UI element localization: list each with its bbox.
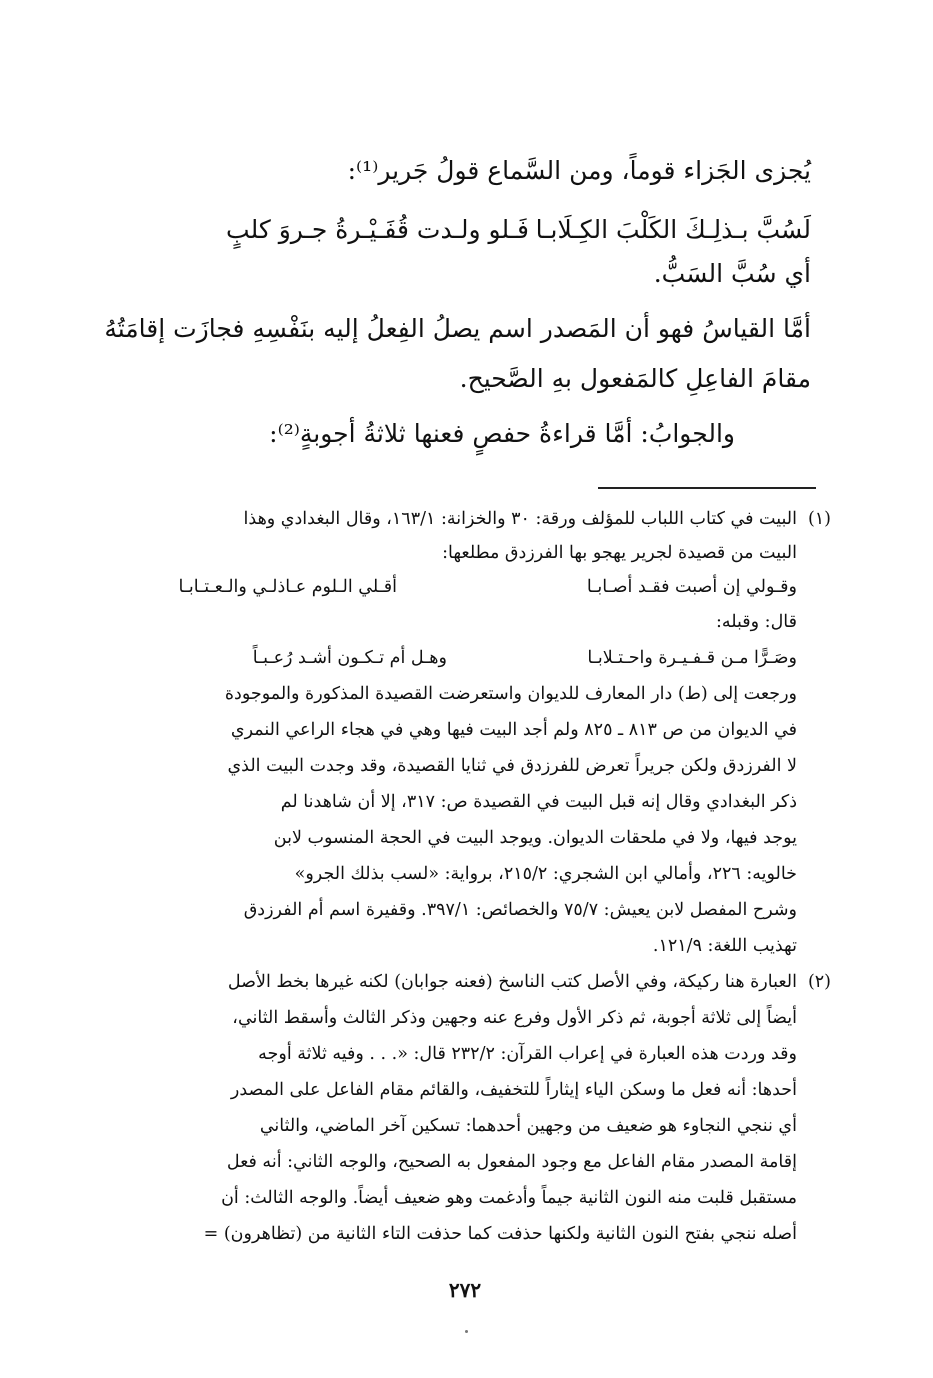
- body-line-3: أمَّا القياسُ فهو أن المَصدر اسم يصلُ الفِعلُ إليه بنَفْسِهِ فجازَت إقامَتُهُ: [104, 314, 811, 343]
- footnote-1-line-9: خالويه: ٢٢٦، وأمالي ابن الشجري: ٢١٥/٢، برواية: «لسب بذلك الجرو»: [294, 864, 797, 884]
- body-line-4: مقامَ الفاعِلِ كالمَفعول بهِ الصَّحيح.: [459, 364, 811, 393]
- body-line-2: أي سُبَّ السَبُّ.: [653, 259, 811, 288]
- footnote-1-line-7: ذكر البغدادي وقال إنه قبل البيت في القصيدة ص: ٣١٧، إلا أن شاهدنا لم: [280, 792, 797, 812]
- footnote-1-line-4: ورجعت إلى (ط) دار المعارف للديوان واستعرضت القصيدة المذكورة والموجودة: [224, 684, 797, 704]
- body-line-5: والجوابُ: أمَّا قراءةُ حفصٍ فعنها ثلاثةُ أجوبةٍ⁽²⁾:: [269, 419, 735, 448]
- footnote-2-line-3: وقد وردت هذه العبارة في إعراب القرآن: ٢٣٢/٢ قال: «. . . وفيه ثلاثة أوجه: [258, 1044, 797, 1064]
- verse-1-first-hemistich: فَـلو ولـدت قُفَـيْـرةُ جـروَ كلبٍ: [226, 215, 529, 244]
- footnote-2-line-7: مستقبل قلبت منه النون الثانية جيماً وأدغمت وهو ضعيف أيضاً. والوجه الثالث: أن: [221, 1188, 797, 1208]
- footnote-1-marker: (١): [807, 509, 831, 529]
- footnote-1-verse-1-b: وقـولي إن أصبت فقـد أصـابـا: [586, 577, 797, 597]
- footnote-2-line-2: أيضاً إلى ثلاثة أجوبة، ثم ذكر الأول وفرع عنه وجهين وذكر الثالث وأسقط الثاني،: [232, 1008, 797, 1028]
- footnote-2-line-5: أي ننجي النجاوء هو ضعيف من وجهين أحدهما: تسكين آخر الماضي، والثاني: [259, 1116, 797, 1136]
- footnote-1-verse-2-a: وهـل أم تـكـون أشـد رُعـبـاً: [252, 648, 447, 668]
- footnote-1-line-11: تهذيب اللغة: ١٢١/٩.: [652, 936, 797, 956]
- footnote-2-marker: (٢): [807, 972, 831, 992]
- footnote-2-line-4: أحدها: أنه فعل ما وسكن الياء إيثاراً للتخفيف، والقائم مقام الفاعل على المصدر: [230, 1080, 797, 1100]
- footnote-1-verse-2-b: وصَـرًّا مـن قـفـيـرة واحـتـلابـا: [587, 648, 797, 668]
- footnote-2-line-8: أصله ننجي بفتح النون الثانية ولكنها حذفت كما حذفت التاء الثانية من (تظاهرون) =: [203, 1224, 797, 1244]
- footnote-2-line-1: العبارة هنا ركيكة، وفي الأصل كتب الناسخ (فعنه جوابان) لكنه غيرها بخط الأصل: [227, 972, 797, 992]
- footnote-1-line-8: يوجد فيها، ولا في ملحقات الديوان. ويوجد البيت في الحجة المنسوب لابن: [273, 828, 797, 848]
- footnote-separator: [598, 487, 816, 489]
- verse-1-second-hemistich: لَسُبَّ بـذلِـكَ الكَلْبَ الكِـلَابـا: [535, 215, 811, 244]
- footnote-1-line-1: البيت في كتاب اللباب للمؤلف ورقة: ٣٠ والخزانة: ١٦٣/١، وقال البغدادي وهذا: [243, 509, 797, 529]
- footnote-1-line-10: وشرح المفصل لابن يعيش: ٧٥/٧ والخصائص: ٣٩٧/١. وقفيرة اسم أم الفرزدق: [243, 900, 797, 920]
- footnote-2-line-6: إقامة المصدر مقام الفاعل مع وجود المفعول به الصحيح، والوجه الثاني: أنه فعل: [226, 1152, 797, 1172]
- page-number: ٢٧٢: [448, 1278, 482, 1302]
- footnote-1-line-2: البيت من قصيدة لجرير يهجو بها الفرزدق مطلعها:: [442, 543, 797, 563]
- footnote-1-verse-1-a: أقـلي الـلوم عـاذلـي والـعـتـابـا: [178, 577, 397, 597]
- body-line-1: يُجزى الجَزاء قوماً، ومن السَّماع قولُ جَرير⁽¹⁾:: [347, 156, 811, 185]
- scan-dot: [465, 1330, 468, 1333]
- footnote-1-line-5: في الديوان من ص ٨١٣ ـ ٨٢٥ ولم أجد البيت فيها وهي في هجاء الراعي النمري: [230, 720, 797, 740]
- footnote-1-line-3: قال: وقبله:: [715, 612, 797, 632]
- footnote-1-line-6: لا الفرزدق ولكن جريراً تعرض للفرزدق في ثنايا القصيدة، وقد وجدت البيت الذي: [227, 756, 797, 776]
